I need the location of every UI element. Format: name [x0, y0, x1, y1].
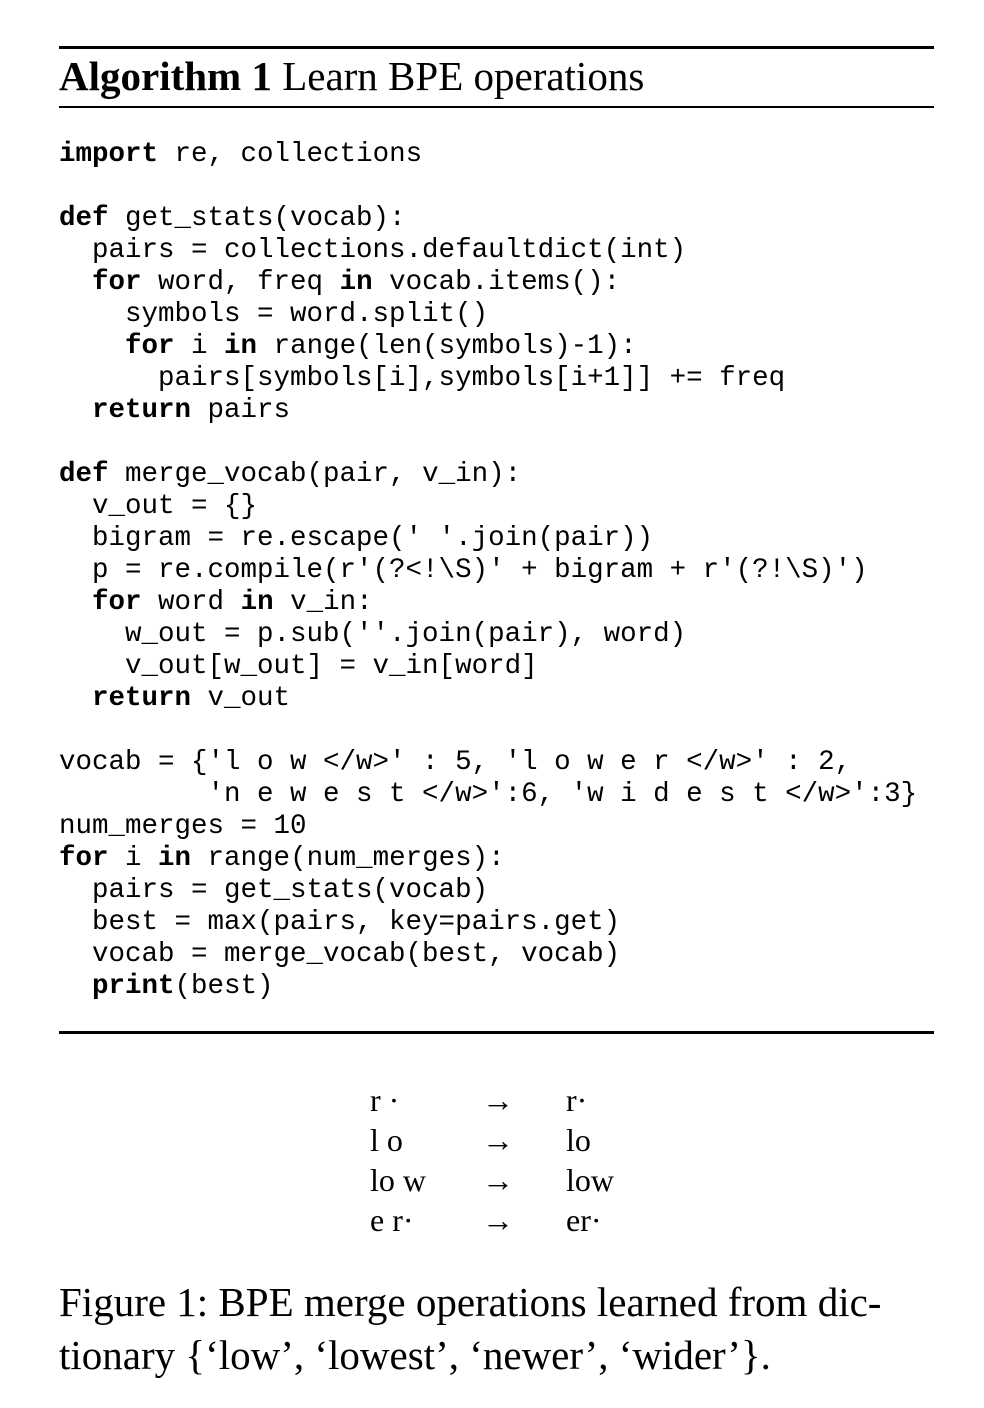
code-text: range(num_merges): [191, 843, 505, 874]
code-keyword: for [92, 587, 142, 618]
code-text: v_out = {} [59, 491, 258, 522]
merge-from: lo w [370, 1162, 426, 1198]
code-keyword: in [339, 267, 373, 298]
merge-arrow: → [482, 1082, 514, 1118]
code-listing [59, 139, 917, 1003]
code-line [59, 651, 917, 683]
code-line [59, 363, 917, 395]
code-text: bigram = re.escape(' '.join(pair)) [59, 523, 654, 554]
code-text [59, 395, 92, 426]
code-text: num_merges = 10 [59, 811, 307, 842]
code-line [59, 171, 917, 203]
merge-to: lo [566, 1122, 591, 1158]
merge-to: er· [566, 1202, 602, 1238]
code-text [59, 971, 92, 1002]
algorithm-name: Learn BPE operations [271, 53, 645, 99]
top-rule [59, 46, 934, 49]
algorithm-label: Algorithm 1 [59, 53, 272, 99]
code-keyword: for [59, 843, 109, 874]
code-line [59, 907, 917, 939]
code-line [59, 683, 917, 715]
code-text: i [174, 331, 225, 362]
figure-caption [59, 1276, 939, 1382]
code-line [59, 523, 917, 555]
code-keyword: in [224, 331, 258, 362]
code-keyword: print [92, 971, 175, 1002]
bottom-rule [59, 1031, 934, 1034]
code-text: best = max(pairs, key=pairs.get) [59, 907, 621, 938]
code-text: v_in: [273, 587, 373, 618]
caption-line-2: tionary {‘low’, ‘lowest’, ‘newer’, ‘wider’}. [59, 1332, 771, 1378]
code-keyword: def [59, 203, 109, 234]
code-line [59, 779, 917, 811]
code-text: symbols = word.split() [59, 299, 489, 330]
merge-from: l o [370, 1122, 403, 1158]
code-line [59, 203, 917, 235]
code-line [59, 299, 917, 331]
code-text: pairs [191, 395, 291, 426]
code-line [59, 427, 917, 459]
merge-from: r · [370, 1082, 400, 1118]
code-line [59, 235, 917, 267]
code-line [59, 267, 917, 299]
merge-to: r· [566, 1082, 588, 1118]
merge-row [370, 1120, 670, 1160]
code-text: merge_vocab(pair, v_in): [108, 459, 522, 490]
merge-row [370, 1080, 670, 1120]
code-text: re, collections [158, 139, 423, 170]
code-line [59, 395, 917, 427]
code-line [59, 715, 917, 747]
code-text [59, 683, 92, 714]
code-line [59, 587, 917, 619]
code-keyword: import [59, 139, 159, 170]
merge-operations-table [370, 1080, 670, 1240]
code-text: v_out [191, 683, 291, 714]
code-text: get_stats(vocab): [108, 203, 406, 234]
code-line [59, 491, 917, 523]
merge-arrow: → [482, 1202, 514, 1238]
code-text: w_out = p.sub(''.join(pair), word) [59, 619, 687, 650]
merge-arrow: → [482, 1162, 514, 1198]
code-text: range(len(symbols)-1): [257, 331, 637, 362]
code-line [59, 971, 917, 1003]
code-line [59, 139, 917, 171]
code-line [59, 619, 917, 651]
code-text: p = re.compile(r'(?<!\S)' + bigram + r'(?!\S)') [59, 555, 868, 586]
code-text: 'n e w e s t </w>':6, 'w i d e s t </w>':3} [59, 779, 918, 810]
code-line [59, 843, 917, 875]
code-text [59, 587, 92, 618]
code-line [59, 555, 917, 587]
caption-line-1: Figure 1: BPE merge operations learned from dic- [59, 1279, 882, 1325]
code-keyword: in [158, 843, 192, 874]
code-text: (best) [174, 971, 274, 1002]
code-keyword: in [240, 587, 274, 618]
algorithm-title [59, 50, 644, 102]
merge-row [370, 1200, 670, 1240]
code-line [59, 459, 917, 491]
code-line [59, 875, 917, 907]
code-keyword: return [92, 395, 192, 426]
code-line [59, 811, 917, 843]
title-rule [59, 106, 934, 108]
code-text [59, 331, 125, 362]
merge-from: e r· [370, 1202, 414, 1238]
code-text: word, freq [141, 267, 340, 298]
code-text: word [141, 587, 241, 618]
code-text: pairs[symbols[i],symbols[i+1]] += freq [59, 363, 786, 394]
merge-row [370, 1160, 670, 1200]
merge-to: low [566, 1162, 614, 1198]
code-text: vocab.items(): [372, 267, 621, 298]
code-line [59, 747, 917, 779]
code-text: v_out[w_out] = v_in[word] [59, 651, 538, 682]
code-text: i [108, 843, 159, 874]
code-line [59, 939, 917, 971]
code-keyword: def [59, 459, 109, 490]
code-text: pairs = collections.defaultdict(int) [59, 235, 687, 266]
code-keyword: for [92, 267, 142, 298]
code-keyword: return [92, 683, 192, 714]
code-keyword: for [125, 331, 175, 362]
code-line [59, 331, 917, 363]
merge-arrow: → [482, 1122, 514, 1158]
code-text [59, 267, 92, 298]
code-text: vocab = {'l o w </w>' : 5, 'l o w e r </w>' : 2, [59, 747, 852, 778]
code-text: pairs = get_stats(vocab) [59, 875, 489, 906]
code-text: vocab = merge_vocab(best, vocab) [59, 939, 621, 970]
